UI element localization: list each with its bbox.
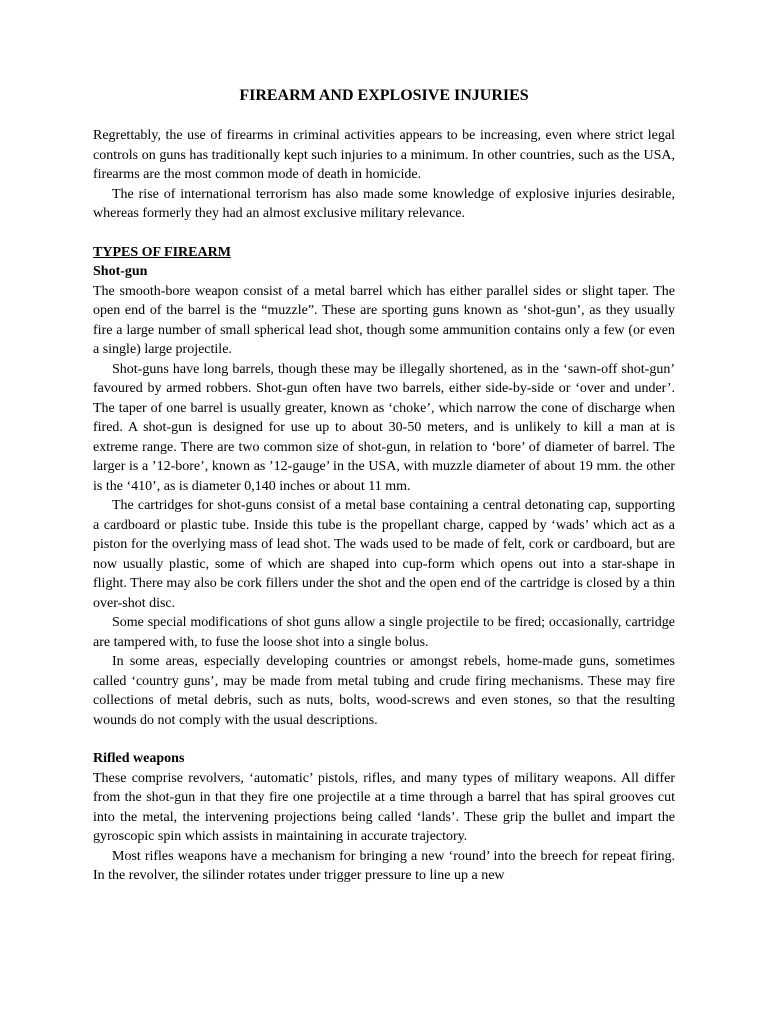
shotgun-paragraph-1: The smooth-bore weapon consist of a metal barrel which has either parallel sides or slight taper. The open end of the barrel is the “muzzle”. These are sporting guns known as ‘shot-gun’, as they usually fire a large number of small spherical lead shot, though some ammunition contains only a few (or even a single) large projectile. (93, 283, 675, 357)
rifled-paragraph-1: These comprise revolvers, ‘automatic’ pistols, rifles, and many types of military weapons. All differ from the shot-gun in that they fire one projectile at a time through a barrel that has spiral grooves cut into the metal, the intervening projections being called ‘lands’. These grip the bullet and impart the gyroscopic spin which assists in maintaining in accurate trajectory. (93, 770, 675, 844)
subheading-shot-gun: Shot-gun (93, 264, 148, 279)
shotgun-paragraph-3: The cartridges for shot-guns consist of a metal base containing a central detonating cap, supporting a cardboard or plastic tube. Inside this tube is the propellant charge, capped by ‘wads’ which act as a piston for the overlying mass of lead shot. The wads used to be made of felt, cork or cardboard, but are now usually plastic, some of which are shaped into cup-form which opens out into a star-shape in flight. There may also be cork fillers under the shot and the open end of the cartridge is closed by a thin over-shot disc. (93, 498, 675, 611)
document-page (93, 86, 675, 1006)
shotgun-paragraph-4: Some special modifications of shot guns allow a single projectile to be fired; occasionally, cartridge are tampered with, to fuse the loose shot into a single bolus. (93, 615, 675, 650)
section-heading-types-of-firearm: TYPES OF FIREARM (93, 244, 231, 260)
shotgun-paragraph-2: Shot-guns have long barrels, though these may be illegally shortened, as in the ‘sawn-off shot-gun’ favoured by armed robbers. Shot-gun often have two barrels, either side-by-side or ‘over and under’. The taper of one barrel is usually greater, known as ‘choke’, which narrow the cone of discharge when fired. A shot-gun is designed for use up to about 30-50 meters, and is unlikely to kill a man at is extreme range. There are two common size of shot-gun, in relation to ‘bore’ of diameter of barrel. The larger is a ’12-bore’, known as ’12-gauge’ in the USA, with muzzle diameter of about 19 mm. the other is the ‘410’, as is diameter 0,140 inches or about 11 mm. (93, 361, 675, 494)
document-title: FIREARM AND EXPLOSIVE INJURIES (239, 87, 529, 104)
intro-paragraph-1: Regrettably, the use of firearms in criminal activities appears to be increasing, even where strict legal controls on guns has traditionally kept such injuries to a minimum. In other countries, such as the USA, firearms are the most common mode of death in homicide. (93, 128, 675, 182)
intro-paragraph-2: The rise of international terrorism has also made some knowledge of explosive injuries desirable, whereas formerly they had an almost exclusive military relevance. (93, 186, 675, 221)
subheading-rifled-weapons: Rifled weapons (93, 751, 185, 766)
rifled-paragraph-2: Most rifles weapons have a mechanism for bringing a new ‘round’ into the breech for repeat firing. In the revolver, the silinder rotates under trigger pressure to line up a new (93, 848, 675, 883)
shotgun-paragraph-5: In some areas, especially developing countries or amongst rebels, home-made guns, sometimes called ‘country guns’, may be made from metal tubing and crude firing mechanisms. These may fire collections of metal debris, such as nuts, bolts, wood-screws and even stones, so that the resulting wounds do not comply with the usual descriptions. (93, 654, 675, 728)
